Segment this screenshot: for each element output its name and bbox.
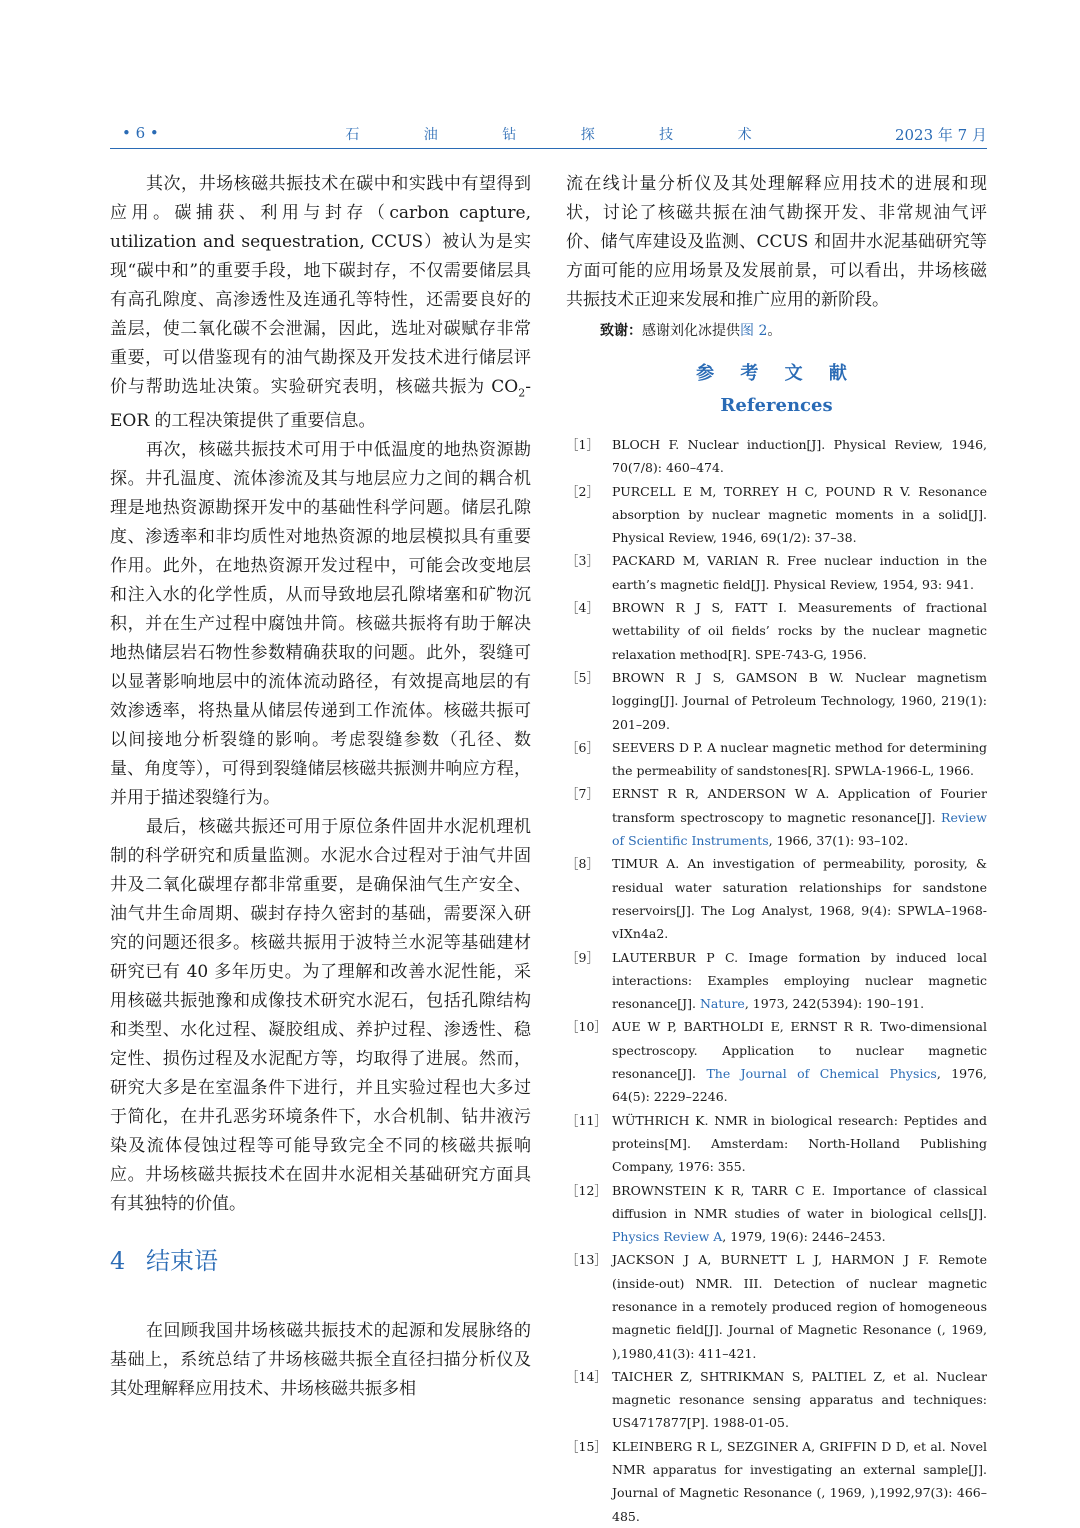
reference-item bbox=[566, 1435, 987, 1528]
reference-item bbox=[566, 1179, 987, 1249]
reference-number: ［7］ bbox=[566, 786, 599, 802]
paragraph-ccus bbox=[110, 170, 531, 436]
reference-number: ［3］ bbox=[566, 553, 599, 569]
reference-tail: , 1973, 242(5394): 190–191. bbox=[744, 996, 925, 1012]
reference-text: TIMUR A. An investigation of permeability, porosity, & residual water saturation relationships for sandstone reservoirs[J]. The Log Analyst, 1968, 9(4): SPWLA–1968-vIXn4a2. bbox=[612, 856, 987, 942]
right-column bbox=[566, 170, 987, 1528]
page-header bbox=[110, 122, 987, 148]
reference-text: KLEINBERG R L, SEZGINER A, GRIFFIN D D, et al. Novel NMR apparatus for investigating an external sample[J]. Journal of Magnetic Resonance (, 1969, ),1992,97(3): 466–485. bbox=[612, 1438, 987, 1524]
issue-date: 2023 年 7 月 bbox=[894, 126, 987, 144]
reference-item bbox=[566, 1109, 987, 1179]
paragraph-cement: 最后，核磁共振还可用于原位条件固井水泥机理机制的科学研究和质量监测。水泥水合过程对于油气井固井及二氧化碳埋存都非常重要，是确保油气生产安全、油气井生命周期、碳封存持久密封的基础，需要深入研究的问题还很多。核磁共振用于波特兰水泥等基础建材研究已有 40 多年历史。为了理解和改善水泥性能，采用核磁共振弛豫和成像技术研究水泥石，包括孔隙结构和类型、水化过程、凝胶组成、养护过程、渗透性、稳定性、损伤过程及水泥配方等，均取得了进展。然而，研究大多是在室温条件下进行，并且实验过程也大多过于简化，在井孔恶劣环境条件下，水合机制、钻井液污染及流体侵蚀过程等可能导致完全不同的核磁共振响应。井场核磁共振技术在固井水泥相关基础研究方面具有其独特的价值。 bbox=[110, 817, 531, 1215]
paragraph-ccus-text: 其次，井场核磁共振技术在碳中和实践中有望得到应用。碳捕获、利用与封存（carbon capture, utilization and sequestration, CCUS）被认为是实现“碳中和”的重要手段，地下碳封存，不仅需要储层具有高孔隙度、高渗透性及连通孔等特性，还需要良好的盖层，使二氧化碳不会泄漏，因此，选址对碳赋存非常重要，可以借鉴现有的油气勘探及开发技术进行储层评价与帮助选址决策。实验研究表明，核磁共振为 bbox=[110, 174, 531, 397]
co2-subscript: 2 bbox=[518, 386, 526, 400]
references-title-en: References bbox=[720, 395, 833, 416]
reference-number: ［4］ bbox=[566, 600, 599, 616]
reference-number: ［8］ bbox=[566, 856, 599, 872]
reference-item bbox=[566, 480, 987, 550]
reference-text: BROWNSTEIN K R, TARR C E. Importance of classical diffusion in NMR studies of water in biological cells[J]. bbox=[612, 1182, 987, 1221]
figure-link[interactable]: 图 2 bbox=[740, 323, 768, 339]
ack-text: 感谢刘化冰提供 bbox=[642, 323, 740, 339]
references-title-cn: 参 考 文 献 bbox=[696, 363, 857, 384]
header-rule bbox=[110, 148, 987, 149]
reference-text: BROWN R J S, FATT I. Measurements of fractional wettability of oil fields’ rocks by the nuclear magnetic relaxation method[R]. SPE-743-G, 1956. bbox=[612, 600, 987, 662]
reference-text: ERNST R R, ANDERSON W A. Application of Fourier transform spectroscopy to magnetic resonance[J]. bbox=[612, 786, 987, 825]
paragraph-conclusion: 在回顾我国井场核磁共振技术的起源和发展脉络的基础上，系统总结了井场核磁共振全直径扫描分析仪及其处理解释应用技术、井场核磁共振多相 bbox=[110, 1321, 531, 1400]
reference-journal-link[interactable]: Nature bbox=[699, 996, 745, 1012]
reference-text: BLOCH F. Nuclear induction[J]. Physical Review, 1946, 70(7/8): 460–474. bbox=[612, 437, 987, 476]
paragraph-ccus-tail: -EOR 的工程决策提供了重要信息。 bbox=[110, 377, 531, 432]
reference-tail: , 1966, 37(1): 93–102. bbox=[768, 833, 909, 849]
reference-text: PURCELL E M, TORREY H C, POUND R V. Resonance absorption by nuclear magnetic moments in a solid[J]. Physical Review, 1946, 69(1/2): 37–38. bbox=[612, 483, 987, 546]
section-number: 4 bbox=[110, 1247, 126, 1276]
paragraph-conclusion-continued: 流在线计量分析仪及其处理解释应用技术的进展和现状，讨论了核磁共振在油气勘探开发、非常规油气评价、储气库建设及监测、CCUS 和固井水泥基础研究等方面可能的应用场景及发展前景，可以看出，井场核磁共振技术正迎来发展和推广应用的新阶段。 bbox=[566, 174, 987, 310]
left-column bbox=[110, 170, 531, 1404]
reference-text: BROWN R J S, GAMSON B W. Nuclear magnetism logging[J]. Journal of Petroleum Technology, 1960, 219(1): 201–209. bbox=[612, 669, 987, 732]
reference-item bbox=[566, 666, 987, 736]
reference-number: ［9］ bbox=[566, 949, 599, 965]
reference-number: ［10］ bbox=[566, 1019, 607, 1035]
reference-text: PACKARD M, VARIAN R. Free nuclear induction in the earth’s magnetic field[J]. Physical Review, 1954, 93: 941. bbox=[612, 553, 987, 592]
reference-text: LAUTERBUR P C. Image formation by induced local interactions: Examples employing nuclear magnetic resonance[J]. bbox=[612, 949, 987, 1012]
reference-tail: , 1979, 19(6): 2446–2453. bbox=[722, 1229, 886, 1245]
reference-item bbox=[566, 736, 987, 783]
reference-number: ［2］ bbox=[566, 483, 599, 499]
reference-number: ［1］ bbox=[566, 437, 599, 452]
reference-number: ［12］ bbox=[566, 1182, 607, 1198]
reference-number: ［11］ bbox=[566, 1112, 607, 1128]
journal-title: 石 油 钻 探 技 术 bbox=[345, 127, 782, 143]
reference-journal-link[interactable]: Review of Scientific Instruments bbox=[612, 809, 987, 849]
reference-number: ［15］ bbox=[566, 1438, 607, 1454]
reference-item bbox=[566, 946, 987, 1016]
section-title: 结束语 bbox=[146, 1247, 218, 1276]
section-heading bbox=[110, 1241, 531, 1281]
ack-label: 致谢： bbox=[600, 323, 642, 339]
reference-number: ［13］ bbox=[566, 1252, 607, 1268]
reference-text: TAICHER Z, SHTRIKMAN S, PALTIEL Z, et al. Nuclear magnetic resonance sensing apparatus and techniques: US4717877[P]. 1988-01-05. bbox=[612, 1368, 987, 1431]
reference-journal-link[interactable]: The Journal of Chemical Physics bbox=[706, 1066, 937, 1082]
co2-text: CO bbox=[491, 377, 519, 397]
reference-list bbox=[566, 433, 987, 1528]
reference-item bbox=[566, 549, 987, 596]
acknowledgement bbox=[566, 319, 987, 343]
reference-number: ［5］ bbox=[566, 669, 599, 685]
reference-number: ［6］ bbox=[566, 739, 599, 755]
reference-text: JACKSON J A, BURNETT L J, HARMON J F. Remote (inside-out) NMR. III. Detection of nuclear magnetic resonance in a remotely produced region of homogeneous magnetic field[J]. Journal of Magnetic Resonance (, 1969, ),1980,41(3): 411–421. bbox=[612, 1252, 987, 1361]
ack-end: 。 bbox=[767, 323, 782, 339]
reference-tail: , 1976, 64(5): 2229–2246. bbox=[612, 1066, 987, 1105]
reference-item bbox=[566, 596, 987, 666]
reference-text: WÜTHRICH K. NMR in biological research: Peptides and proteins[M]. Amsterdam: North-Holland Publishing Company, 1976: 355. bbox=[612, 1112, 987, 1175]
reference-text: SEEVERS D P. A nuclear magnetic method for determining the permeability of sandstones[R]. SPWLA-1966-L, 1966. bbox=[612, 739, 987, 779]
reference-item bbox=[566, 1015, 987, 1108]
page-number: • 6 • bbox=[122, 124, 159, 142]
reference-item bbox=[566, 433, 987, 480]
reference-item bbox=[566, 1365, 987, 1435]
reference-number: ［14］ bbox=[566, 1368, 607, 1384]
reference-item bbox=[566, 1248, 987, 1364]
reference-text: AUE W P, BARTHOLDI E, ERNST R R. Two-dimensional spectroscopy. Application to nuclear magnetic resonance[J]. bbox=[612, 1019, 987, 1082]
reference-journal-link[interactable]: Physics Review A bbox=[612, 1229, 723, 1245]
reference-item bbox=[566, 852, 987, 945]
paragraph-geothermal: 再次，核磁共振技术可用于中低温度的地热资源勘探。井孔温度、流体渗流及其与地层应力之间的耦合机理是地热资源勘探开发中的基础性科学问题。储层孔隙度、渗透率和非均质性对地热资源的地层模拟具有重要作用。此外，在地热资源开发过程中，可能会改变地层和注入水的化学性质，从而导致地层孔隙堵塞和矿物沉积，并在生产过程中腐蚀井筒。核磁共振将有助于解决地热储层岩石物性参数精确获取的问题。此外，裂缝可以显著影响地层中的流体流动路径，有效提高地层的有效渗透率，将热量从储层传递到工作流体。核磁共振可以间接地分析裂缝的影响。考虑裂缝参数（孔径、数量、角度等），可得到裂缝储层核磁共振测井响应方程，并用于描述裂缝行为。 bbox=[110, 440, 531, 809]
reference-item bbox=[566, 782, 987, 852]
